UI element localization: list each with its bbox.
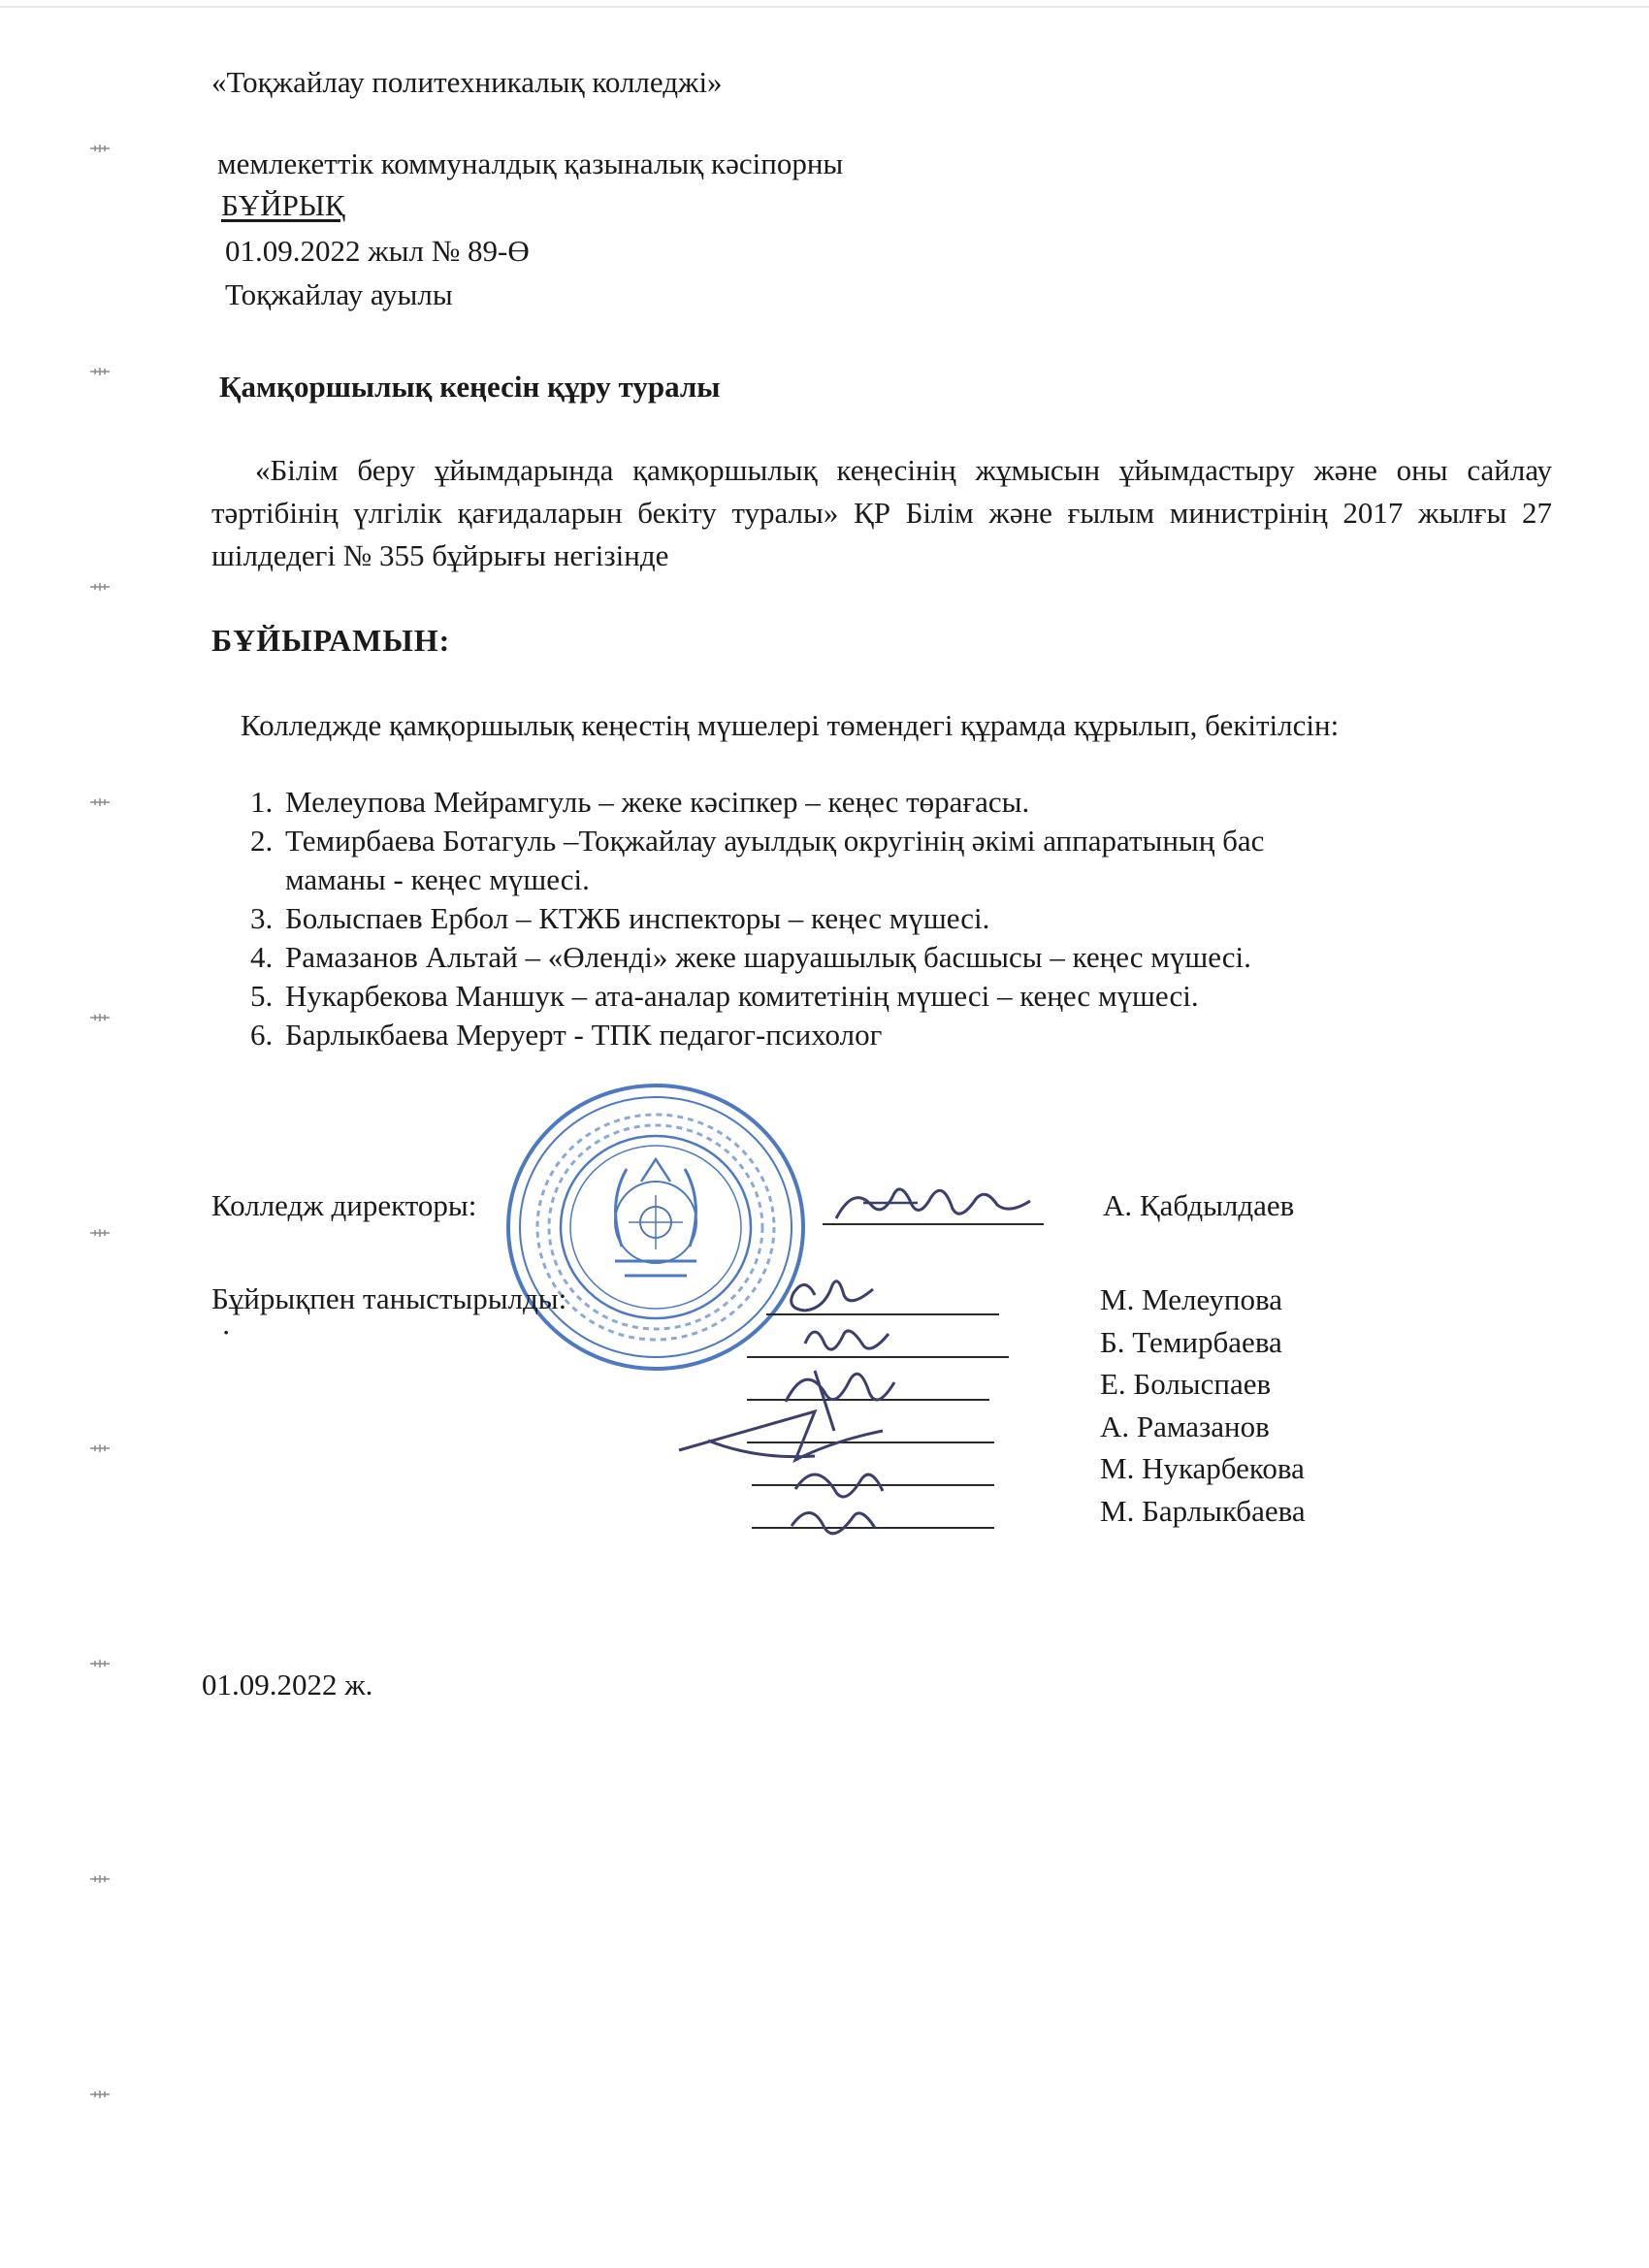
punch-mark bbox=[89, 367, 111, 376]
punch-mark bbox=[89, 1874, 111, 1884]
list-item: А. Рамазанов bbox=[1100, 1409, 1270, 1443]
enterprise-type: мемлекеттік коммуналдық қазыналық кәсіпорны bbox=[217, 146, 844, 180]
list-item: М. Нукарбекова bbox=[1100, 1451, 1305, 1485]
item-number: 2. bbox=[250, 824, 274, 858]
item-number: 6. bbox=[250, 1018, 274, 1052]
command-heading: БҰЙЫРАМЫН: bbox=[211, 623, 451, 658]
director-signature bbox=[824, 1176, 1043, 1229]
acknowledgement-signatures bbox=[669, 1266, 922, 1547]
body-text: Колледжде қамқоршылық кеңестің мүшелері төмендегі құрамда құрылып, бекітілсін: bbox=[241, 708, 1340, 742]
order-subject: Қамқоршылық кеңесін құру туралы bbox=[219, 370, 721, 404]
list-item bbox=[250, 899, 1555, 938]
list-item bbox=[250, 822, 1555, 860]
punch-mark bbox=[89, 1659, 111, 1669]
member-list bbox=[250, 783, 1555, 1054]
item-number: 3. bbox=[250, 901, 274, 935]
director-label: Колледж директоры: bbox=[211, 1188, 477, 1222]
list-item bbox=[250, 1016, 1555, 1054]
punch-mark bbox=[89, 797, 111, 807]
preamble bbox=[211, 449, 1552, 577]
footer-date: 01.09.2022 ж. bbox=[202, 1668, 373, 1701]
body-paragraph bbox=[211, 706, 1552, 745]
item-text: маманы - кеңес мүшесі. bbox=[285, 862, 590, 896]
punch-mark bbox=[89, 582, 111, 592]
item-number: 5. bbox=[250, 979, 274, 1013]
ack-mark: · bbox=[221, 1315, 232, 1349]
order-date-number: 01.09.2022 жыл № 89-Ө bbox=[225, 234, 530, 268]
item-text: Болыспаев Ербол – КТЖБ инспекторы – кеңес мүшесі. bbox=[285, 901, 990, 935]
preamble-text: «Білім беру ұйымдарында қамқоршылық кеңесінің жұмысын ұйымдастыру және оны сайлау тәртібінің үлгілік қағидаларын бекіту туралы» ҚР Білім және ғылым министрінің 2017 жылғы 27 шілдедегі № 355 бұйрығы негізінде bbox=[211, 453, 1552, 572]
item-text: Темирбаева Ботагуль –Тоқжайлау ауылдық округінің әкімі аппаратының бас bbox=[285, 824, 1265, 858]
item-text: Мелеупова Мейрамгуль – жеке кәсіпкер – кеңес төрағасы. bbox=[285, 785, 1030, 819]
acknowledged-label: Бұйрықпен таныстырылды: bbox=[211, 1281, 567, 1315]
list-item: Е. Болыспаев bbox=[1100, 1367, 1272, 1401]
punch-mark bbox=[89, 2090, 111, 2099]
list-item: М. Барлыкбаева bbox=[1100, 1493, 1306, 1528]
list-item bbox=[250, 938, 1555, 977]
order-place: Тоқжайлау ауылы bbox=[225, 277, 453, 311]
item-number: 4. bbox=[250, 940, 274, 974]
list-item bbox=[250, 860, 1555, 899]
list-item bbox=[250, 783, 1555, 822]
organization-name: «Тоқжайлау политехникалық колледжі» bbox=[211, 65, 723, 99]
punch-mark bbox=[89, 1443, 111, 1453]
punch-mark bbox=[89, 144, 111, 153]
item-text: Барлыкбаева Меруерт - ТПК педагог-психолог bbox=[285, 1018, 883, 1052]
punch-mark bbox=[89, 1013, 111, 1022]
list-item bbox=[250, 977, 1555, 1016]
acknowledged-names bbox=[1100, 1279, 1306, 1532]
list-item: М. Мелеупова bbox=[1100, 1282, 1283, 1316]
document-type: БҰЙРЫҚ bbox=[221, 188, 345, 222]
item-text: Нукарбекова Маншук – ата-аналар комитетінің мүшесі – кеңес мүшесі. bbox=[285, 979, 1199, 1013]
director-name: А. Қабдылдаев bbox=[1103, 1188, 1295, 1222]
item-number: 1. bbox=[250, 785, 274, 819]
list-item: Б. Темирбаева bbox=[1100, 1324, 1282, 1359]
punch-mark bbox=[89, 1228, 111, 1238]
item-text: Рамазанов Альтай – «Өленді» жеке шаруашылық басшысы – кеңес мүшесі. bbox=[285, 940, 1251, 974]
scan-edge bbox=[0, 6, 1649, 8]
